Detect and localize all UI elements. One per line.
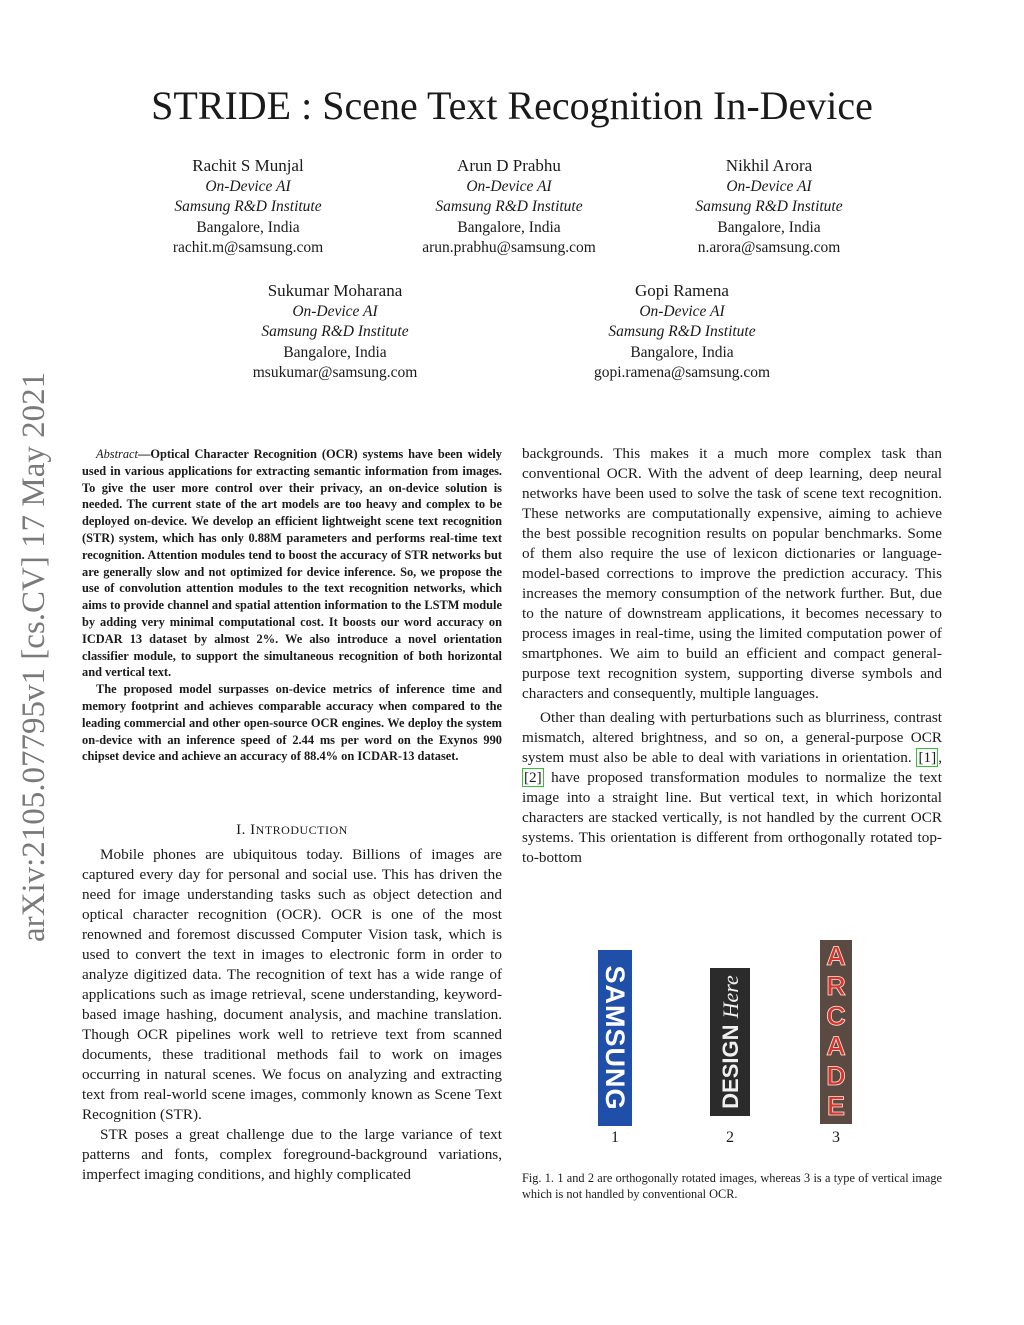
arcade-letter: D — [826, 1061, 846, 1091]
right-paragraph-1: backgrounds. This makes it a much more complex task than conventional OCR. With the advent of deep learning, deep neural networks have been used to solve the task of scene text recognition. These networks are computationally expensive, aiming to achieve the best possible recognition results on popular benchmarks. Some of them also require the use of lexicon dictionaries or language-model-based corrections to improve the prediction accuracy. This increases the memory consumption of the network further. But, due to the nature of downstream applications, it becomes necessary to process images in real-time, using the limited computation power of smartphones. We aim to build an efficient and compact general-purpose text recognition system, supporting diverse symbols and characters and consequently, multiple languages. — [522, 445, 942, 702]
left-column-body — [82, 845, 502, 1185]
author-name: Sukumar Moharana — [267, 281, 403, 300]
figure-caption: Fig. 1. 1 and 2 are orthogonally rotated images, whereas 3 is a type of vertical image which is not handled by conventional OCR. — [522, 1171, 942, 1201]
author-dept: On-Device AI — [639, 302, 725, 320]
figure-label-1: 1 — [611, 1129, 619, 1146]
author-block — [118, 156, 378, 259]
intro-paragraph-1: Mobile phones are ubiquitous today. Billions of images are captured every day for personal and social use. This has driven the need for image understanding tasks such as object detection and optical character recognition (OCR). OCR is one of the most renowned and foremost discussed Computer Vision task, which is used to convert the text in images to electronic form in order to analyze digitized data. The recognition of text has a wide range of applications such as image retrieval, scene understanding, keyword-based image hashing, document analysis, and machine translation. Though OCR pipelines work well to retrieve text from scanned documents, these traditional methods fail to work on images occurring in natural scenes. We focus on analyzing and extracting text from real-world scene images, commonly known as Scene Text Recognition (STR). — [82, 846, 502, 1123]
arxiv-identifier: arXiv:2105.07795v1 [cs.CV] 17 May 2021 — [16, 371, 52, 942]
here-text: Here — [717, 975, 743, 1019]
right-paragraph-2 — [522, 708, 942, 868]
author-email[interactable]: msukumar@samsung.com — [252, 364, 418, 382]
samsung-text: SAMSUNG — [600, 965, 630, 1111]
author-location: Bangalore, India — [283, 343, 387, 361]
figure-image-arcade — [820, 940, 852, 1124]
figure-label-3: 3 — [832, 1129, 840, 1146]
arcade-letter: A — [826, 941, 846, 971]
right-column-body — [522, 444, 942, 868]
intro-paragraph-2: STR poses a great challenge due to the large variance of text patterns and fonts, complex foreground-background variations, imperfect imaging conditions, and highly complicated — [82, 1126, 502, 1183]
arcade-letter: R — [826, 971, 846, 1001]
design-text: DESIGN — [717, 1024, 743, 1109]
citation-separator: , — [938, 749, 942, 766]
author-location: Bangalore, India — [457, 218, 561, 236]
author-location: Bangalore, India — [630, 343, 734, 361]
author-email[interactable]: arun.prabhu@samsung.com — [422, 239, 596, 257]
svg-text:DESIGN Here — [718, 975, 743, 1109]
abstract-label: Abstract — [96, 447, 138, 461]
paper-title: STRIDE : Scene Text Recognition In-Device — [151, 83, 873, 128]
abstract-paragraph-2: The proposed model surpasses on-device metrics of inference time and memory footprint and achieves comparable accuracy when compared to the leading commercial and other open-source OCR engines. We deploy the system on-device with an inference speed of 2.44 ms per word on the Exynos 990 chipset device and achieve an accuracy of 88.4% on ICDAR-13 dataset. — [82, 682, 502, 764]
author-name: Gopi Ramena — [635, 281, 729, 300]
right-paragraph-2-part-a: Other than dealing with perturbations such as blurriness, contrast mismatch, altered brightness, and so on, a general-purpose OCR system must also be able to deal with variations in orientation. — [522, 709, 942, 766]
abstract: Abstract—Optical Character Recognition (OCR) systems have been widely used in various applications for extracting semantic information from images. To give the user more control over their privacy, an on-device solution is needed. The current state of the art models are too heavy and complex to be deployed on-device. We develop an efficient lightweight scene text recognition (STR) system, which has only 0.88M parameters and performs real-time text recognition. Attention modules tend to boost the accuracy of STR networks but are generally slow and not optimized for device inference. So, we propose the use of convolution attention modules to the text recognition networks, which aims to provide channel and spatial attention information to the LSTM module by adding very minimal computational cost. It boosts our word accuracy on ICDAR 13 dataset by almost 2%. We also introduce a novel orientation classifier module, to support the simultaneous recognition of both horizontal and vertical text. The proposed model surpasses on-device metrics of inference time and memory footprint and achieves comparable accuracy when compared to the leading commercial and other open-source OCR engines. We deploy the system on-device with an inference speed of 2.44 ms per word on the Exynos 990 chipset device and achieve an accuracy of 88.4% on ICDAR-13 dataset. — [82, 447, 502, 764]
arcade-letter: C — [826, 1001, 846, 1031]
figure-image-design-here — [710, 968, 750, 1116]
figure-label-2: 2 — [726, 1129, 734, 1146]
author-block — [639, 156, 899, 259]
section-title-rest: NTRODUCTION — [255, 823, 348, 837]
author-block — [379, 156, 639, 259]
author-location: Bangalore, India — [196, 218, 300, 236]
author-name: Arun D Prabhu — [457, 156, 561, 175]
author-institute: Samsung R&D Institute — [261, 323, 409, 341]
author-block — [552, 281, 812, 384]
author-dept: On-Device AI — [205, 177, 291, 195]
author-block — [205, 281, 465, 384]
author-dept: On-Device AI — [292, 302, 378, 320]
author-institute: Samsung R&D Institute — [608, 323, 756, 341]
citation-link-1[interactable]: [1] — [918, 749, 937, 766]
author-name: Nikhil Arora — [725, 156, 813, 175]
citation-link-2[interactable]: [2] — [524, 769, 542, 786]
author-name: Rachit S Munjal — [192, 156, 304, 175]
author-location: Bangalore, India — [717, 218, 821, 236]
figure-image-samsung — [598, 950, 632, 1126]
abstract-paragraph-1: Optical Character Recognition (OCR) systems have been widely used in various applications for extracting semantic information from images. To give the user more control over their privacy, an on-device solution is needed. The current state of the art models are too heavy and complex to be deployed on-device. We develop an efficient lightweight scene text recognition (STR) system, which has only 0.88M parameters and performs real-time text recognition. Attention modules tend to boost the accuracy of STR networks but are generally slow and not optimized for device inference. So, we propose the use of convolution attention modules to the text recognition networks, which aims to provide channel and spatial attention information to the LSTM module by adding very minimal computational cost. It boosts our word accuracy on ICDAR 13 dataset by almost 2%. We also introduce a novel orientation classifier module, to support the simultaneous recognition of both horizontal and vertical text. — [82, 447, 502, 680]
author-email[interactable]: rachit.m@samsung.com — [172, 239, 324, 257]
section-number: I. — [236, 822, 246, 838]
section-heading — [82, 822, 502, 839]
right-paragraph-2-part-b: have proposed transformation modules to normalize the text image into a straight line. But vertical text, in which horizontal characters are stacked vertically, is not handled by the current OCR systems. This orientation is different from orthogonally rotated top-to-bottom — [522, 769, 943, 866]
author-institute: Samsung R&D Institute — [695, 198, 843, 216]
author-email[interactable]: gopi.ramena@samsung.com — [593, 364, 771, 382]
author-institute: Samsung R&D Institute — [435, 198, 583, 216]
author-dept: On-Device AI — [466, 177, 552, 195]
author-dept: On-Device AI — [726, 177, 812, 195]
arcade-letter: E — [826, 1091, 846, 1121]
author-email[interactable]: n.arora@samsung.com — [697, 239, 841, 257]
section-first-letter: I — [250, 822, 256, 838]
arcade-letter: A — [826, 1031, 846, 1061]
author-institute: Samsung R&D Institute — [174, 198, 322, 216]
